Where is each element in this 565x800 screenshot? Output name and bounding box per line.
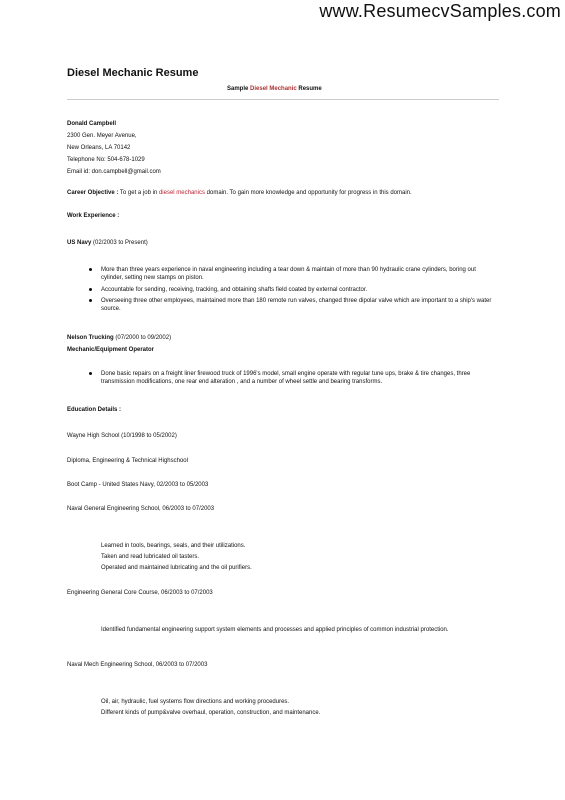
objective-text-pre: To get a job in <box>119 190 158 196</box>
job1-bullet-1: More than three years experience in naval engineering including a tear down & maintain of more than 90 hydraulic crane cylinders, boring out cylinder, setting new stamps on piston. <box>101 267 476 281</box>
naval-detail: Learned in tools, bearings, seals, and their utilizations. <box>101 543 246 549</box>
job1-dates: (02/2003 to Present) <box>93 240 148 246</box>
job2-dates: (07/2000 to 09/2002) <box>115 335 172 341</box>
contact-address-2: New Orleans, LA 70142 <box>67 145 131 151</box>
job1-header <box>67 239 148 247</box>
bullet-icon <box>89 372 92 375</box>
document-title: Diesel Mechanic Resume <box>67 67 199 79</box>
job1-bullet-3: Overseeing three other employees, maintained more than 180 remote run valves, changed three dipolar valve which are important to a ship's water source. <box>101 298 492 312</box>
site-url-watermark: www.ResumecvSamples.com <box>319 1 561 21</box>
education-item: Naval General Engineering School, 06/2003 to 07/2003 <box>67 506 215 512</box>
contact-address-1: 2300 Gen. Meyer Avenue, <box>67 133 137 139</box>
job2-header <box>67 334 171 342</box>
subtitle-job-link[interactable]: Diesel Mechanic <box>250 86 297 92</box>
job2-bullet-1: Done basic repairs on a freight liner firewood truck of 1996's model, small engine operate with regular tune ups, brake & tire changes, three transmission modifications, one rear end alteration , and a number of wheel settle and bearing transforms. <box>101 371 471 385</box>
mech-school: Naval Mech Engineering School, 06/2003 to 07/2003 <box>67 662 208 668</box>
bullet-icon <box>89 288 92 291</box>
job1-company: US Navy <box>67 240 92 246</box>
naval-detail: Operated and maintained lubricating and the oil purifiers. <box>101 565 252 571</box>
subtitle-resume: Resume <box>298 86 322 92</box>
objective-link[interactable]: diesel mechanics <box>158 190 205 196</box>
work-heading: Work Experience : <box>67 213 120 219</box>
objective-text-post: domain. To gain more knowledge and opportunity for progress in this domain. <box>206 190 412 196</box>
naval-detail: Taken and read lubricated oil tasters. <box>101 554 200 560</box>
job1-bullet-2: Accountable for sending, receiving, tracking, and obtaining shafts field coated by external contractor. <box>101 287 368 293</box>
education-item: Diploma, Engineering & Technical Highschool <box>67 458 188 464</box>
core-details: Identified fundamental engineering support system elements and processes and applied principles of common industrial protection. <box>101 627 449 633</box>
education-heading: Education Details : <box>67 407 122 413</box>
job2-company: Nelson Trucking <box>67 335 114 341</box>
contact-phone: Telephone No: 504-678-1029 <box>67 157 145 163</box>
subtitle-sample: Sample <box>227 86 249 92</box>
education-item: Wayne High School (10/1998 to 05/2002) <box>67 433 177 439</box>
mech-detail: Oil, air, hydraulic, fuel systems flow directions and working procedures. <box>101 699 290 705</box>
contact-email: Email id: don.campbell@gmail.com <box>67 169 161 175</box>
mech-detail: Different kinds of pump&valve overhaul, operation, construction, and maintenance. <box>101 710 321 716</box>
document-subtitle <box>227 86 322 92</box>
core-course: Engineering General Core Course, 06/2003 to 07/2003 <box>67 590 213 596</box>
education-item: Boot Camp - United States Navy, 02/2003 to 05/2003 <box>67 482 209 488</box>
bullet-icon <box>89 299 92 302</box>
header-divider <box>67 99 499 100</box>
contact-name: Donald Campbell <box>67 121 117 127</box>
objective-label: Career Objective : <box>67 190 119 196</box>
career-objective <box>67 189 412 197</box>
bullet-icon <box>89 268 92 271</box>
job2-role: Mechanic/Equipment Operator <box>67 347 155 353</box>
